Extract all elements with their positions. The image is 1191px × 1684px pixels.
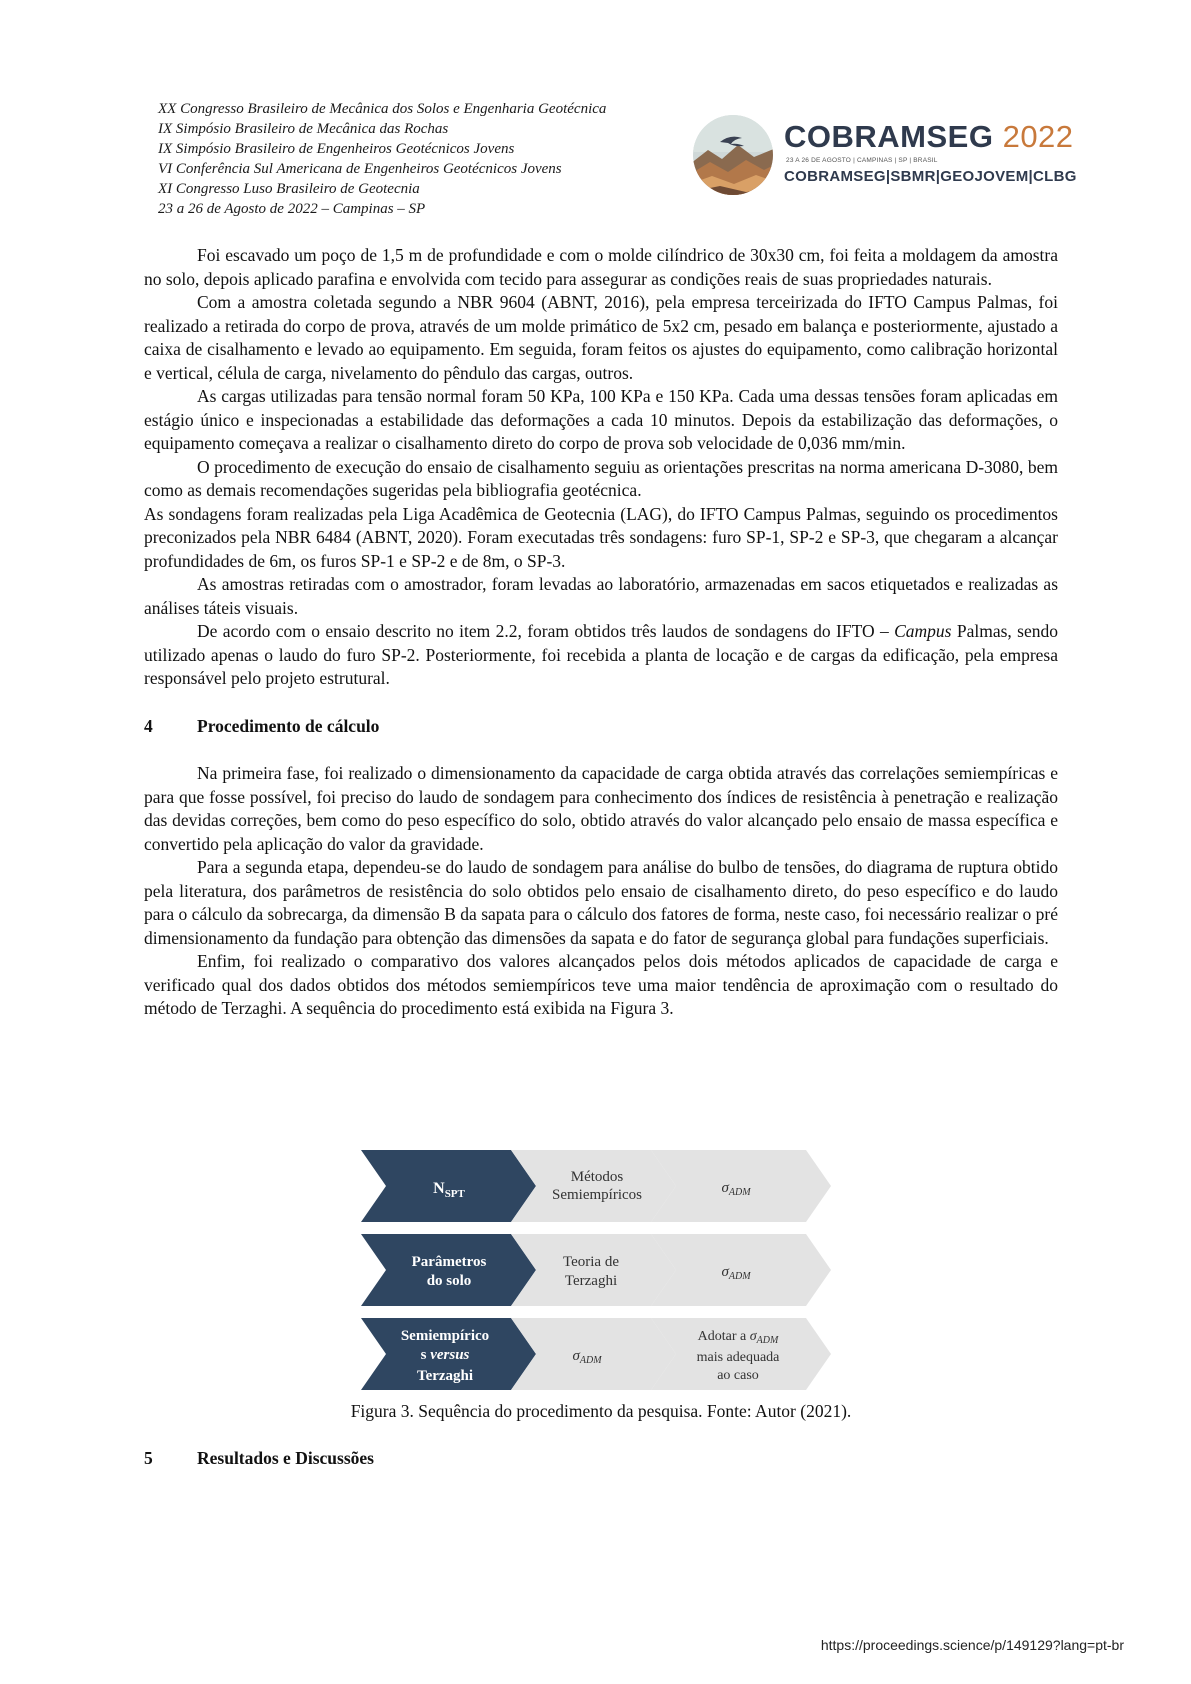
conference-header [158, 99, 718, 219]
row3-step1-line3: Terzaghi [416, 1368, 474, 1384]
paragraph: Foi escavado um poço de 1,5 m de profundidade e com o molde cilíndrico de 30x30 cm, foi feita a moldagem da amostra no solo, depois aplicado parafina e envolvida com tecido para assegurar as condições reais de suas propriedades naturais. [144, 245, 1058, 289]
chevron-row2-step3 [651, 1234, 831, 1306]
row2-step3-label: $\sigma_{ADM}$ [721, 1264, 751, 1282]
chevron-row1-step3 [651, 1150, 831, 1222]
row2-step1-line1: Parâmetros [411, 1254, 487, 1270]
row3-step1-line1: Semiempírico [400, 1328, 490, 1344]
section-number: 5 [144, 1448, 153, 1468]
logo-title [784, 119, 1074, 155]
header-line: XX Congresso Brasileiro de Mecânica dos Solos e Engenharia Geotécnica [158, 101, 607, 117]
paragraph: As cargas utilizadas para tensão normal foram 50 KPa, 100 KPa e 150 KPa. Cada uma dessas tensões foram aplicadas em estágio único e inspecionadas a estabilidade das deformações a cada 10 minutos. Depois da estabilização das deformações, o equipamento começava a realizar o cisalhamento direto do corpo de prova sob velocidade de 0,036 mm/min. [144, 386, 1058, 453]
cobramseg-logo [690, 112, 1110, 202]
row3-step1-line2: s versus [420, 1347, 470, 1363]
logo-subtitle: 23 A 26 DE AGOSTO | CAMPINAS | SP | BRASIL [786, 157, 938, 164]
procedure-flow-figure [361, 1150, 834, 1395]
paragraph: Na primeira fase, foi realizado o dimensionamento da capacidade de carga obtida através das correlações semiempíricas e para que fosse possível, foi preciso do laudo de sondagem para conhecimento dos índices de resistência à penetração e realização das devidas correções, bem como do peso específico do solo, obtido através do valor alcançado pelo ensaio de massa específica e convertido pela aplicação do valor da gravidade. [144, 763, 1058, 854]
section-heading [144, 715, 1058, 739]
paragraph: O procedimento de execução do ensaio de cisalhamento seguiu as orientações prescritas na norma americana D-3080, bem como as demais recomendações sugeridas pela bibliografia geotécnica. [144, 456, 1058, 500]
logo-orgs: COBRAMSEG|SBMR|GEOJOVEM|CLBG [784, 168, 1077, 185]
row3-step2-label: $\sigma_{ADM}$ [572, 1348, 602, 1366]
row1-step1-label: $N_{SPT}$ [433, 1180, 465, 1200]
header-line: IX Simpósio Brasileiro de Mecânica das Rochas [158, 121, 449, 137]
row1-step2-line1: Métodos [570, 1169, 624, 1185]
row2-step2-line1: Teoria de [562, 1254, 620, 1270]
row2-step1-line2: do solo [426, 1273, 472, 1289]
logo-name: COBRAMSEG [784, 119, 994, 154]
row3-step3-line2: mais adequada [696, 1350, 780, 1365]
header-line: VI Conferência Sul Americana de Engenheiros Geotécnicos Jovens [158, 161, 562, 177]
logo-year: 2022 [1002, 119, 1074, 154]
logo-emblem-icon [690, 112, 776, 198]
paragraph: Enfim, foi realizado o comparativo dos valores alcançados pelos dois métodos aplicados de capacidade de carga e verificado qual dos dados obtidos dos métodos semiempíricos teve uma maior tendência de aproximação com o resultado do método de Terzaghi. A sequência do procedimento está exibida na Figura 3. [144, 951, 1058, 1018]
header-line: IX Simpósio Brasileiro de Engenheiros Geotécnicos Jovens [158, 141, 515, 157]
section-title: Procedimento de cálculo [197, 715, 380, 736]
section-title: Resultados e Discussões [197, 1448, 374, 1468]
paragraph: Com a amostra coletada segundo a NBR 9604 (ABNT, 2016), pela empresa terceirizada do IFTO Campus Palmas, foi realizado a retirada do corpo de prova, através de um molde primático de 5x2 cm, pesado em balança e posteriormente, ajustado a caixa de cisalhamento e levado ao equipamento. Em seguida, foram feitos os ajustes do equipamento, como calibração horizontal e vertical, célula de carga, nivelamento do pêndulo das cargas, outros. [144, 292, 1058, 383]
paragraph: As sondagens foram realizadas pela Liga Acadêmica de Geotecnia (LAG), do IFTO Campus Palmas, seguindo os procedimentos preconizados pela NBR 6484 (ABNT, 2020). Foram executadas três sondagens: furo SP-1, SP-2 e SP-3, que chegaram a alcançar profundidades de 6m, os furos SP-1 e SP-2 e de 8m, o SP-3. [144, 503, 1058, 571]
row1-step3-label: $\sigma_{ADM}$ [721, 1180, 751, 1198]
row1-step2-line2: Semiempíricos [552, 1187, 642, 1203]
paragraph: Para a segunda etapa, dependeu-se do laudo de sondagem para análise do bulbo de tensões, do diagrama de ruptura obtido pela literatura, dos parâmetros de resistência do solo obtidos pelo ensaio de cisalhamento direto, do peso específico e do laudo para o cálculo da sobrecarga, da dimensão B da sapata para o cálculo dos fatores de forma, neste caso, foi necessário realizar o pré dimensionamento da fundação para obtenção das dimensões da sapata e do fator de segurança global para fundações superficiais. [144, 857, 1058, 948]
chevron-row1-step1 [361, 1150, 536, 1222]
row3-step3-line3: ao caso [717, 1368, 759, 1383]
header-line: XI Congresso Luso Brasileiro de Geotecnia [158, 181, 420, 197]
paragraph [144, 620, 1058, 691]
paper-body [144, 244, 1058, 1021]
paragraph-italic: Campus [894, 621, 952, 641]
figure-caption: Figura 3. Sequência do procedimento da pesquisa. Fonte: Autor (2021). [350, 1401, 852, 1421]
row2-step2-line2: Terzaghi [564, 1273, 618, 1289]
section-number: 4 [144, 715, 153, 736]
footer-url: https://proceedings.science/p/149129?lang=pt-br [820, 1637, 1124, 1653]
paragraph-text: Palmas, sendo utilizado apenas o laudo do furo SP-2. Posteriormente, foi recebida a planta de locação e de cargas da edificação, pela empresa responsável pelo projeto estrutural. [144, 621, 1059, 688]
row3-step3-line1: Adotar a $\sigma_{ADM}$ [697, 1329, 779, 1346]
chevron-row2-step1 [361, 1234, 536, 1306]
section-heading [144, 1448, 374, 1469]
paragraph: As amostras retiradas com o amostrador, foram levadas ao laboratório, armazenadas em sacos etiquetados e realizadas as análises táteis visuais. [144, 574, 1058, 618]
paragraph-text: De acordo com o ensaio descrito no item 2.2, foram obtidos três laudos de sondagens do IFTO – [197, 621, 895, 641]
header-line: 23 a 26 de Agosto de 2022 – Campinas – SP [158, 201, 426, 217]
